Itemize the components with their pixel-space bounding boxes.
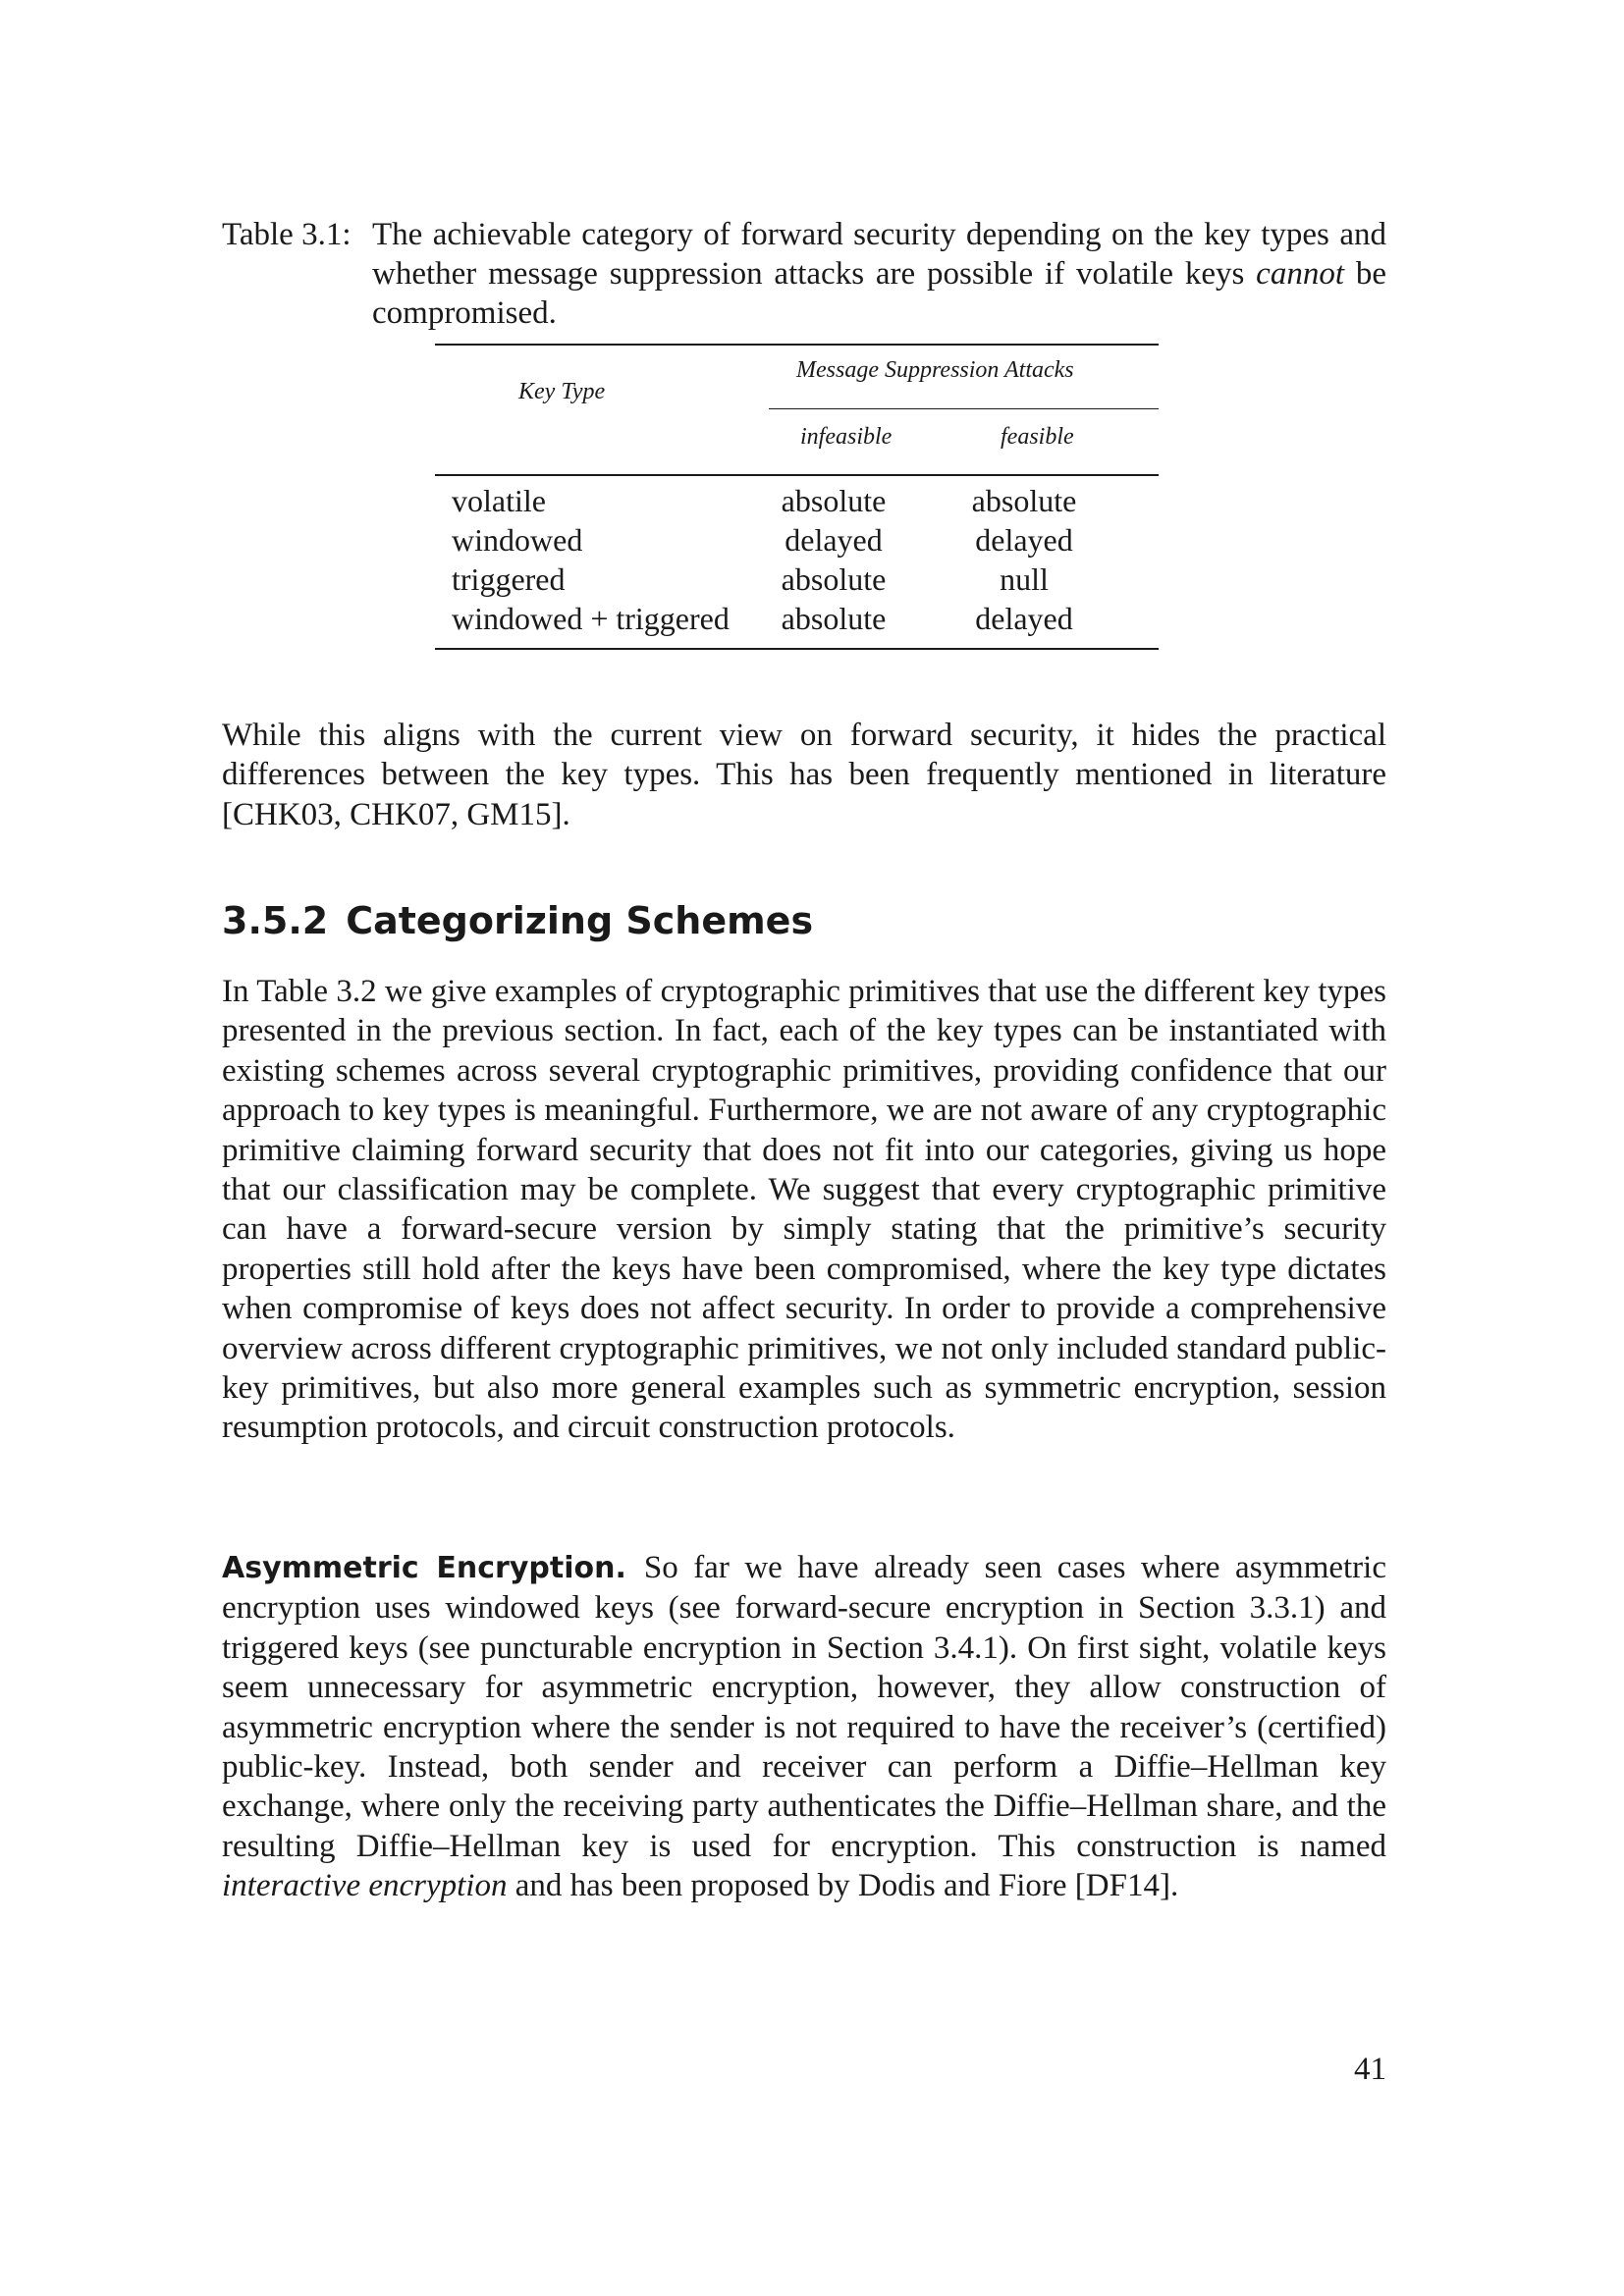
table-caption [222, 215, 1386, 333]
paragraph-text-before: So far we have already seen cases where asymmetric encryption uses windowed keys (see forward-secure encryption in Section 3.3.1) and triggered keys (see puncturable encryption in Section 3.4.1). On first sight, volatile keys seem unnecessary for asymmetric encryption, however, they allow construction of asymmetric encryption where the sender is not required to have the receiver’s (certified) public-key. Instead, both sender and receiver can perform a Diffie–Hellman key exchange, where only the receiving party authenticates the Diffie–Hellman share, and the resulting Diffie–Hellman key is used for encryption. This construction is named [222, 1550, 1386, 1864]
cell-key-type: windowed + triggered [452, 601, 730, 636]
cell-key-type: triggered [452, 561, 566, 597]
paragraph-text-emphasis: interactive encryption [222, 1868, 508, 1904]
table-row [435, 481, 1159, 520]
cell-feasible: delayed [975, 522, 1073, 558]
cell-infeasible: absolute [781, 483, 887, 518]
column-header-feasible: feasible [1001, 424, 1074, 450]
paragraph-runin-heading: Asymmetric Encryption. [222, 1551, 626, 1585]
page-number: 41 [1354, 2052, 1386, 2087]
section-heading [222, 897, 813, 944]
table-row [435, 599, 1159, 638]
caption-label: Table 3.1: [222, 217, 352, 252]
caption-text [372, 215, 1386, 333]
group-header-rule [769, 408, 1159, 409]
table-body [435, 481, 1159, 638]
cell-infeasible: absolute [781, 601, 887, 636]
cell-feasible: delayed [975, 601, 1073, 636]
section-title: Categorizing Schemes [346, 899, 814, 942]
paragraph-forward-security-view: While this aligns with the current view on forward security, it hides the practical differences between the key types. This has been frequently mentioned in literature [CHK03, CHK07, GM15]. [222, 718, 1386, 832]
column-header-key-type: Key Type [518, 379, 606, 404]
table-header-rule [435, 474, 1159, 476]
table-row [435, 520, 1159, 560]
table-bottom-rule [435, 648, 1159, 650]
section-number: 3.5.2 [222, 899, 329, 942]
cell-key-type: volatile [452, 483, 546, 518]
paragraph-categorizing-schemes: In Table 3.2 we give examples of cryptographic primitives that use the different key types presented in the previous section. In fact, each of the key types can be instantiated with existing schemes across several cryptographic primitives, providing confidence that our approach to key types is meaningful. Furthermore, we are not aware of any cryptographic primitive claiming forward security that does not fit into our categories, giving us hope that our classification may be complete. We suggest that every cryptographic primitive can have a forward-secure version by simply stating that the primitive’s security properties still hold after the keys have been compromised, where the key type dictates when compromise of keys does not affect security. In order to provide a comprehensive overview across different cryptographic primitives, we not only included standard public-key primitives, but also more general examples such as symmetric encryption, session resumption protocols, and circuit construction protocols. [222, 974, 1386, 1446]
cell-infeasible: absolute [781, 561, 887, 597]
cell-feasible: null [1000, 561, 1049, 597]
paragraph-asymmetric-encryption [222, 1548, 1386, 1906]
cell-infeasible: delayed [785, 522, 883, 558]
caption-text-before: The achievable category of forward security depending on the key types and whether message suppression attacks are possible if volatile keys [372, 217, 1386, 292]
caption-text-emphasis: cannot [1256, 256, 1344, 292]
paragraph-text-after: and has been proposed by Dodis and Fiore [DF14]. [507, 1868, 1179, 1904]
table-top-rule [435, 344, 1159, 346]
cell-key-type: windowed [452, 522, 583, 558]
column-header-infeasible: infeasible [800, 424, 893, 450]
group-header-message-suppression: Message Suppression Attacks [796, 357, 1074, 383]
table-row [435, 560, 1159, 599]
caption-text-after: be compromised. [372, 256, 1386, 331]
cell-feasible: absolute [971, 483, 1077, 518]
